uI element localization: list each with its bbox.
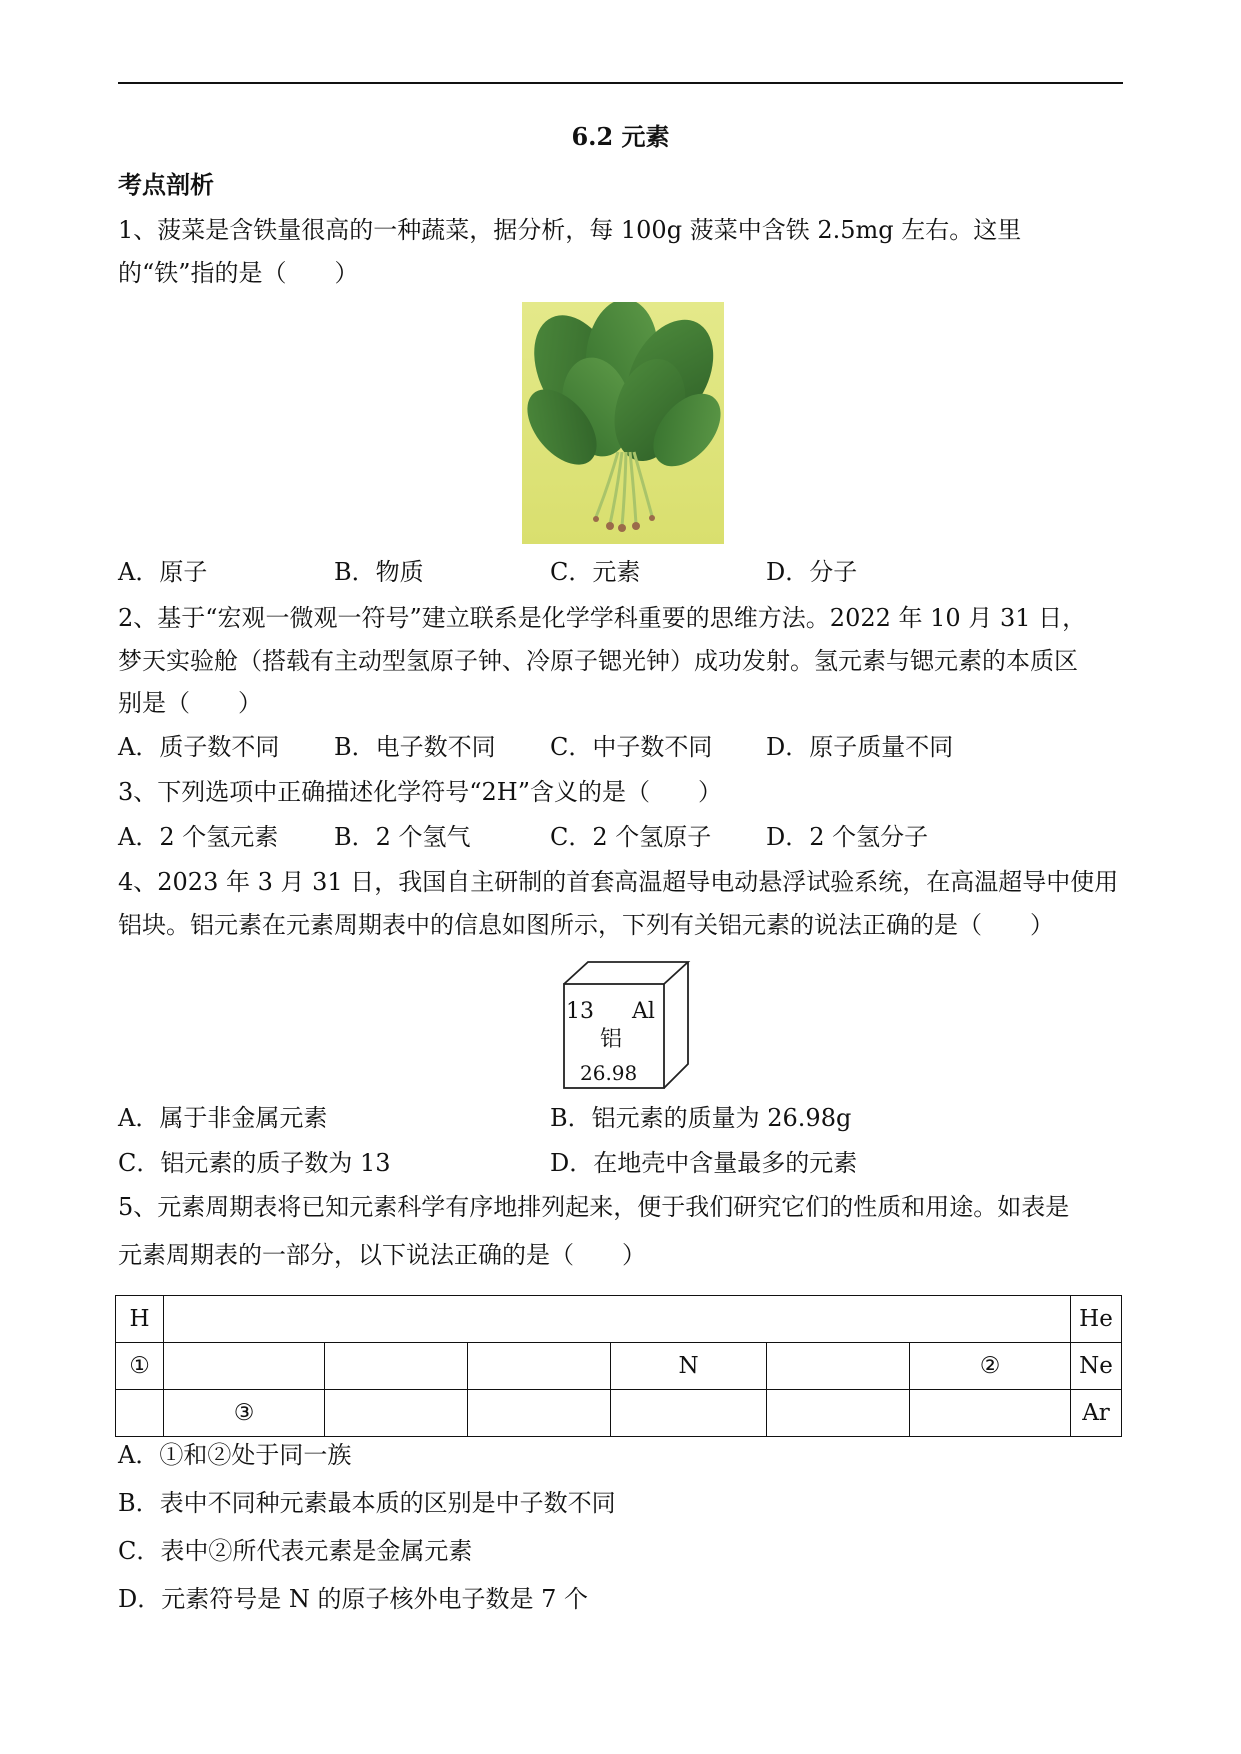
q2-option-b: B．电子数不同 [334,733,496,761]
q2-option-a: A．质子数不同 [118,733,280,761]
q5-option-c: C．表中②所代表元素是金属元素 [118,1537,473,1565]
table-cell: Ar [1071,1390,1122,1437]
table-cell: N [611,1343,767,1390]
q3-option-d: D．2 个氢分子 [766,823,929,851]
q1-option-c: C．元素 [550,558,641,586]
q1-option-a: A．原子 [118,558,208,586]
q1-option-b: B．物质 [334,558,424,586]
q4-option-b: B．铝元素的质量为 26.98g [550,1104,852,1132]
table-cell: He [1071,1296,1122,1343]
table-cell [116,1390,164,1437]
q3-option-c: C．2 个氢原子 [550,823,712,851]
header-rule [118,82,1123,84]
card-atomic-mass: 26.98 [580,1061,638,1085]
q2-text-line1: 2、基于“宏观一微观一符号”建立联系是化学学科重要的思维方法。2022 年 10 月 31 日， [118,604,1087,632]
q4-text-line2: 铝块。铝元素在元素周期表中的信息如图所示，下列有关铝元素的说法正确的是（ ） [118,911,1054,939]
table-cell [325,1390,468,1437]
q2-text-line2: 梦天实验舱（搭载有主动型氢原子钟、冷原子锶光钟）成功发射。氢元素与锶元素的本质区 [118,647,1078,675]
q5-option-a: A．①和②处于同一族 [118,1441,352,1469]
q3-text-line1: 3、下列选项中正确描述化学符号“2H”含义的是（ ） [118,778,723,806]
q4-option-a: A．属于非金属元素 [118,1104,328,1132]
page-title: 6.2 元素 [571,122,670,151]
table-cell [767,1390,910,1437]
table-cell: ③ [164,1390,325,1437]
table-cell: H [116,1296,164,1343]
q5-option-d: D．元素符号是 N 的原子核外电子数是 7 个 [118,1585,589,1613]
table-cell [164,1343,325,1390]
card-element-name: 铝 [600,1027,623,1052]
q3-option-b: B．2 个氢气 [334,823,471,851]
q1-option-d: D．分子 [766,558,858,586]
q5-text-line1: 5、元素周期表将已知元素科学有序地排列起来，便于我们研究它们的性质和用途。如表是 [118,1193,1070,1221]
table-cell [767,1343,910,1390]
q4-option-d: D．在地壳中含量最多的元素 [550,1149,858,1177]
q4-text-line1: 4、2023 年 3 月 31 日，我国自主研制的首套高温超导电动悬浮试验系统，在高温超导中使用 [118,868,1119,896]
section-heading: 考点剖析 [118,170,214,199]
q2-option-d: D．原子质量不同 [766,733,954,761]
table-cell [611,1390,767,1437]
table-row [116,1343,1122,1390]
table-cell [468,1343,611,1390]
table-cell [325,1343,468,1390]
card-element-symbol: Al [632,999,655,1024]
table-cell: Ne [1071,1343,1122,1390]
spinach-photo [522,302,724,544]
q2-text-line3: 别是（ ） [118,689,262,717]
table-cell [910,1390,1071,1437]
card-atomic-number: 13 [566,999,594,1024]
table-cell-empty-span [164,1296,1071,1343]
q5-text-line2: 元素周期表的一部分，以下说法正确的是（ ） [118,1241,646,1269]
table-row [116,1390,1122,1437]
q5-option-b: B．表中不同种元素最本质的区别是中子数不同 [118,1489,616,1517]
periodic-table-fragment [115,1295,1122,1437]
table-cell [468,1390,611,1437]
q3-option-a: A．2 个氢元素 [118,823,279,851]
q1-text-line1: 1、菠菜是含铁量很高的一种蔬菜，据分析，每 100g 菠菜中含铁 2.5mg 左右。这里 [118,216,1022,244]
q2-option-c: C．中子数不同 [550,733,713,761]
q1-text-line2: 的“铁”指的是（ ） [118,259,359,287]
q4-option-c: C．铝元素的质子数为 13 [118,1149,391,1177]
table-cell: ② [910,1343,1071,1390]
table-row [116,1296,1122,1343]
table-cell: ① [116,1343,164,1390]
